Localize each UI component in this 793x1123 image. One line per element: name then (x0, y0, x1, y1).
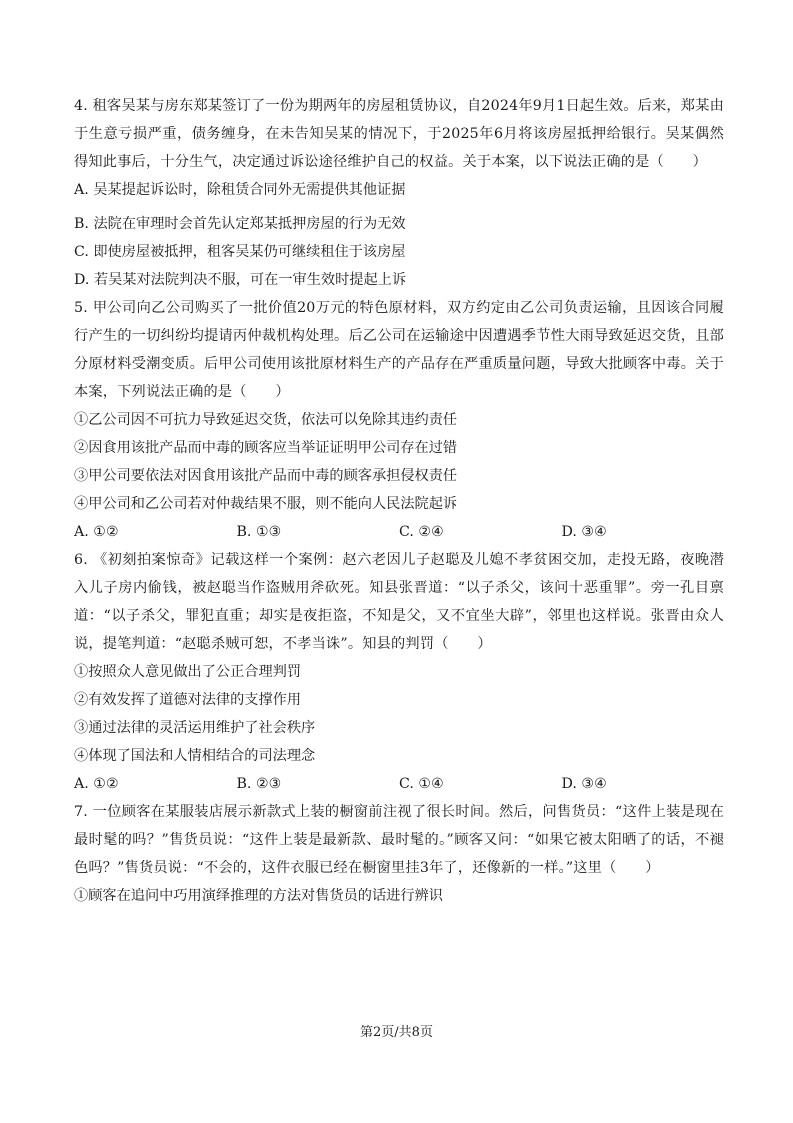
question-5-choice-d: D. ③④ (561, 524, 607, 540)
question-7-statement-1: ①顾客在追问中巧用演绎推理的方法对售货员的话进行辨识 (74, 888, 443, 904)
page-footer: 第2页/共8页 (360, 1025, 433, 1040)
question-6-choice-a: A. ①② (74, 776, 119, 792)
question-6-statement-4: ④体现了国法和人情相结合的司法理念 (74, 748, 316, 764)
question-5-statement-3: ③甲公司要依法对因食用该批产品而中毒的顾客承担侵权责任 (74, 468, 458, 484)
question-7 (74, 798, 724, 910)
question-6-statement-2: ②有效发挥了道德对法律的支撑作用 (74, 692, 302, 708)
exam-page (74, 92, 724, 910)
question-4 (74, 92, 724, 294)
question-5-choices (74, 518, 724, 546)
question-6-statement-3: ③通过法律的灵活运用维护了社会秩序 (74, 720, 316, 736)
question-5-choice-a: A. ①② (74, 524, 119, 540)
question-4-option-d: D. 若吴某对法院判决不服，可在一审生效时提起上诉 (74, 272, 407, 288)
question-6 (74, 546, 724, 798)
question-5-statement-4: ④甲公司和乙公司若对仲裁结果不服，则不能向人民法院起诉 (74, 496, 458, 512)
question-5 (74, 294, 724, 546)
question-7-stem: 7. 一位顾客在某服装店展示新款式上装的橱窗前注视了很长时间。然后，问售货员：“这件上装是现在最时髦的吗？”售货员说：“这件上装是最新款、最时髦的。”顾客又问：“如果它被太阳晒了的话，不褪色吗？”售货员说：“不会的，这件衣服已经在橱窗里挂3年了，还像新的一样。”这里（ ） (74, 804, 724, 876)
question-6-choice-b: B. ②③ (236, 776, 282, 792)
question-5-choice-b: B. ①③ (236, 524, 282, 540)
question-5-choice-c: C. ②④ (399, 524, 444, 540)
question-4-option-a: A. 吴某提起诉讼时，除租赁合同外无需提供其他证据 (74, 182, 406, 198)
question-6-choice-d: D. ③④ (561, 776, 607, 792)
question-5-statement-2: ②因食用该批产品而中毒的顾客应当举证证明甲公司存在过错 (74, 440, 458, 456)
question-6-statement-1: ①按照众人意见做出了公正合理判罚 (74, 664, 302, 680)
question-4-option-b: B. 法院在审理时会首先认定郑某抵押房屋的行为无效 (74, 216, 406, 232)
question-6-choice-c: C. ①④ (399, 776, 444, 792)
question-5-statement-1: ①乙公司因不可抗力导致延迟交货，依法可以免除其违约责任 (74, 412, 458, 428)
question-6-choices (74, 770, 724, 798)
question-4-option-c: C. 即使房屋被抵押，租客吴某仍可继续租住于该房屋 (74, 244, 406, 260)
question-6-stem: 6. 《初刻拍案惊奇》记载这样一个案例：赵六老因儿子赵聪及儿媳不孝贫困交加，走投无路，夜晚潜入儿子房内偷钱，被赵聪当作盗贼用斧砍死。知县张晋道：“以子杀父，该问十恶重罪”。旁一孔目禀道：“以子杀父，罪犯直重；却实是夜拒盗，不知是父，又不宜坐大辟”，邻里也这样说。张晋由众人说，提笔判道：“赵聪杀贼可恕，不孝当诛”。知县的判罚（ ） (74, 552, 724, 652)
question-4-stem: 4. 租客吴某与房东郑某签订了一份为期两年的房屋租赁协议，自2024年9月1日起生效。后来，郑某由于生意亏损严重，债务缠身，在未告知吴某的情况下，于2025年6月将该房屋抵押给银行。吴某偶然得知此事后，十分生气，决定通过诉讼途径维护自己的权益。关于本案，以下说法正确的是（ ） (74, 98, 724, 170)
question-5-stem: 5. 甲公司向乙公司购买了一批价值20万元的特色原材料，双方约定由乙公司负责运输，且因该合同履行产生的一切纠纷均提请丙仲裁机构处理。后乙公司在运输途中因遭遇季节性大雨导致延迟交货，且部分原材料受潮变质。后甲公司使用该批原材料生产的产品存在严重质量问题，导致大批顾客中毒。关于本案，下列说法正确的是（ ） (74, 300, 724, 400)
